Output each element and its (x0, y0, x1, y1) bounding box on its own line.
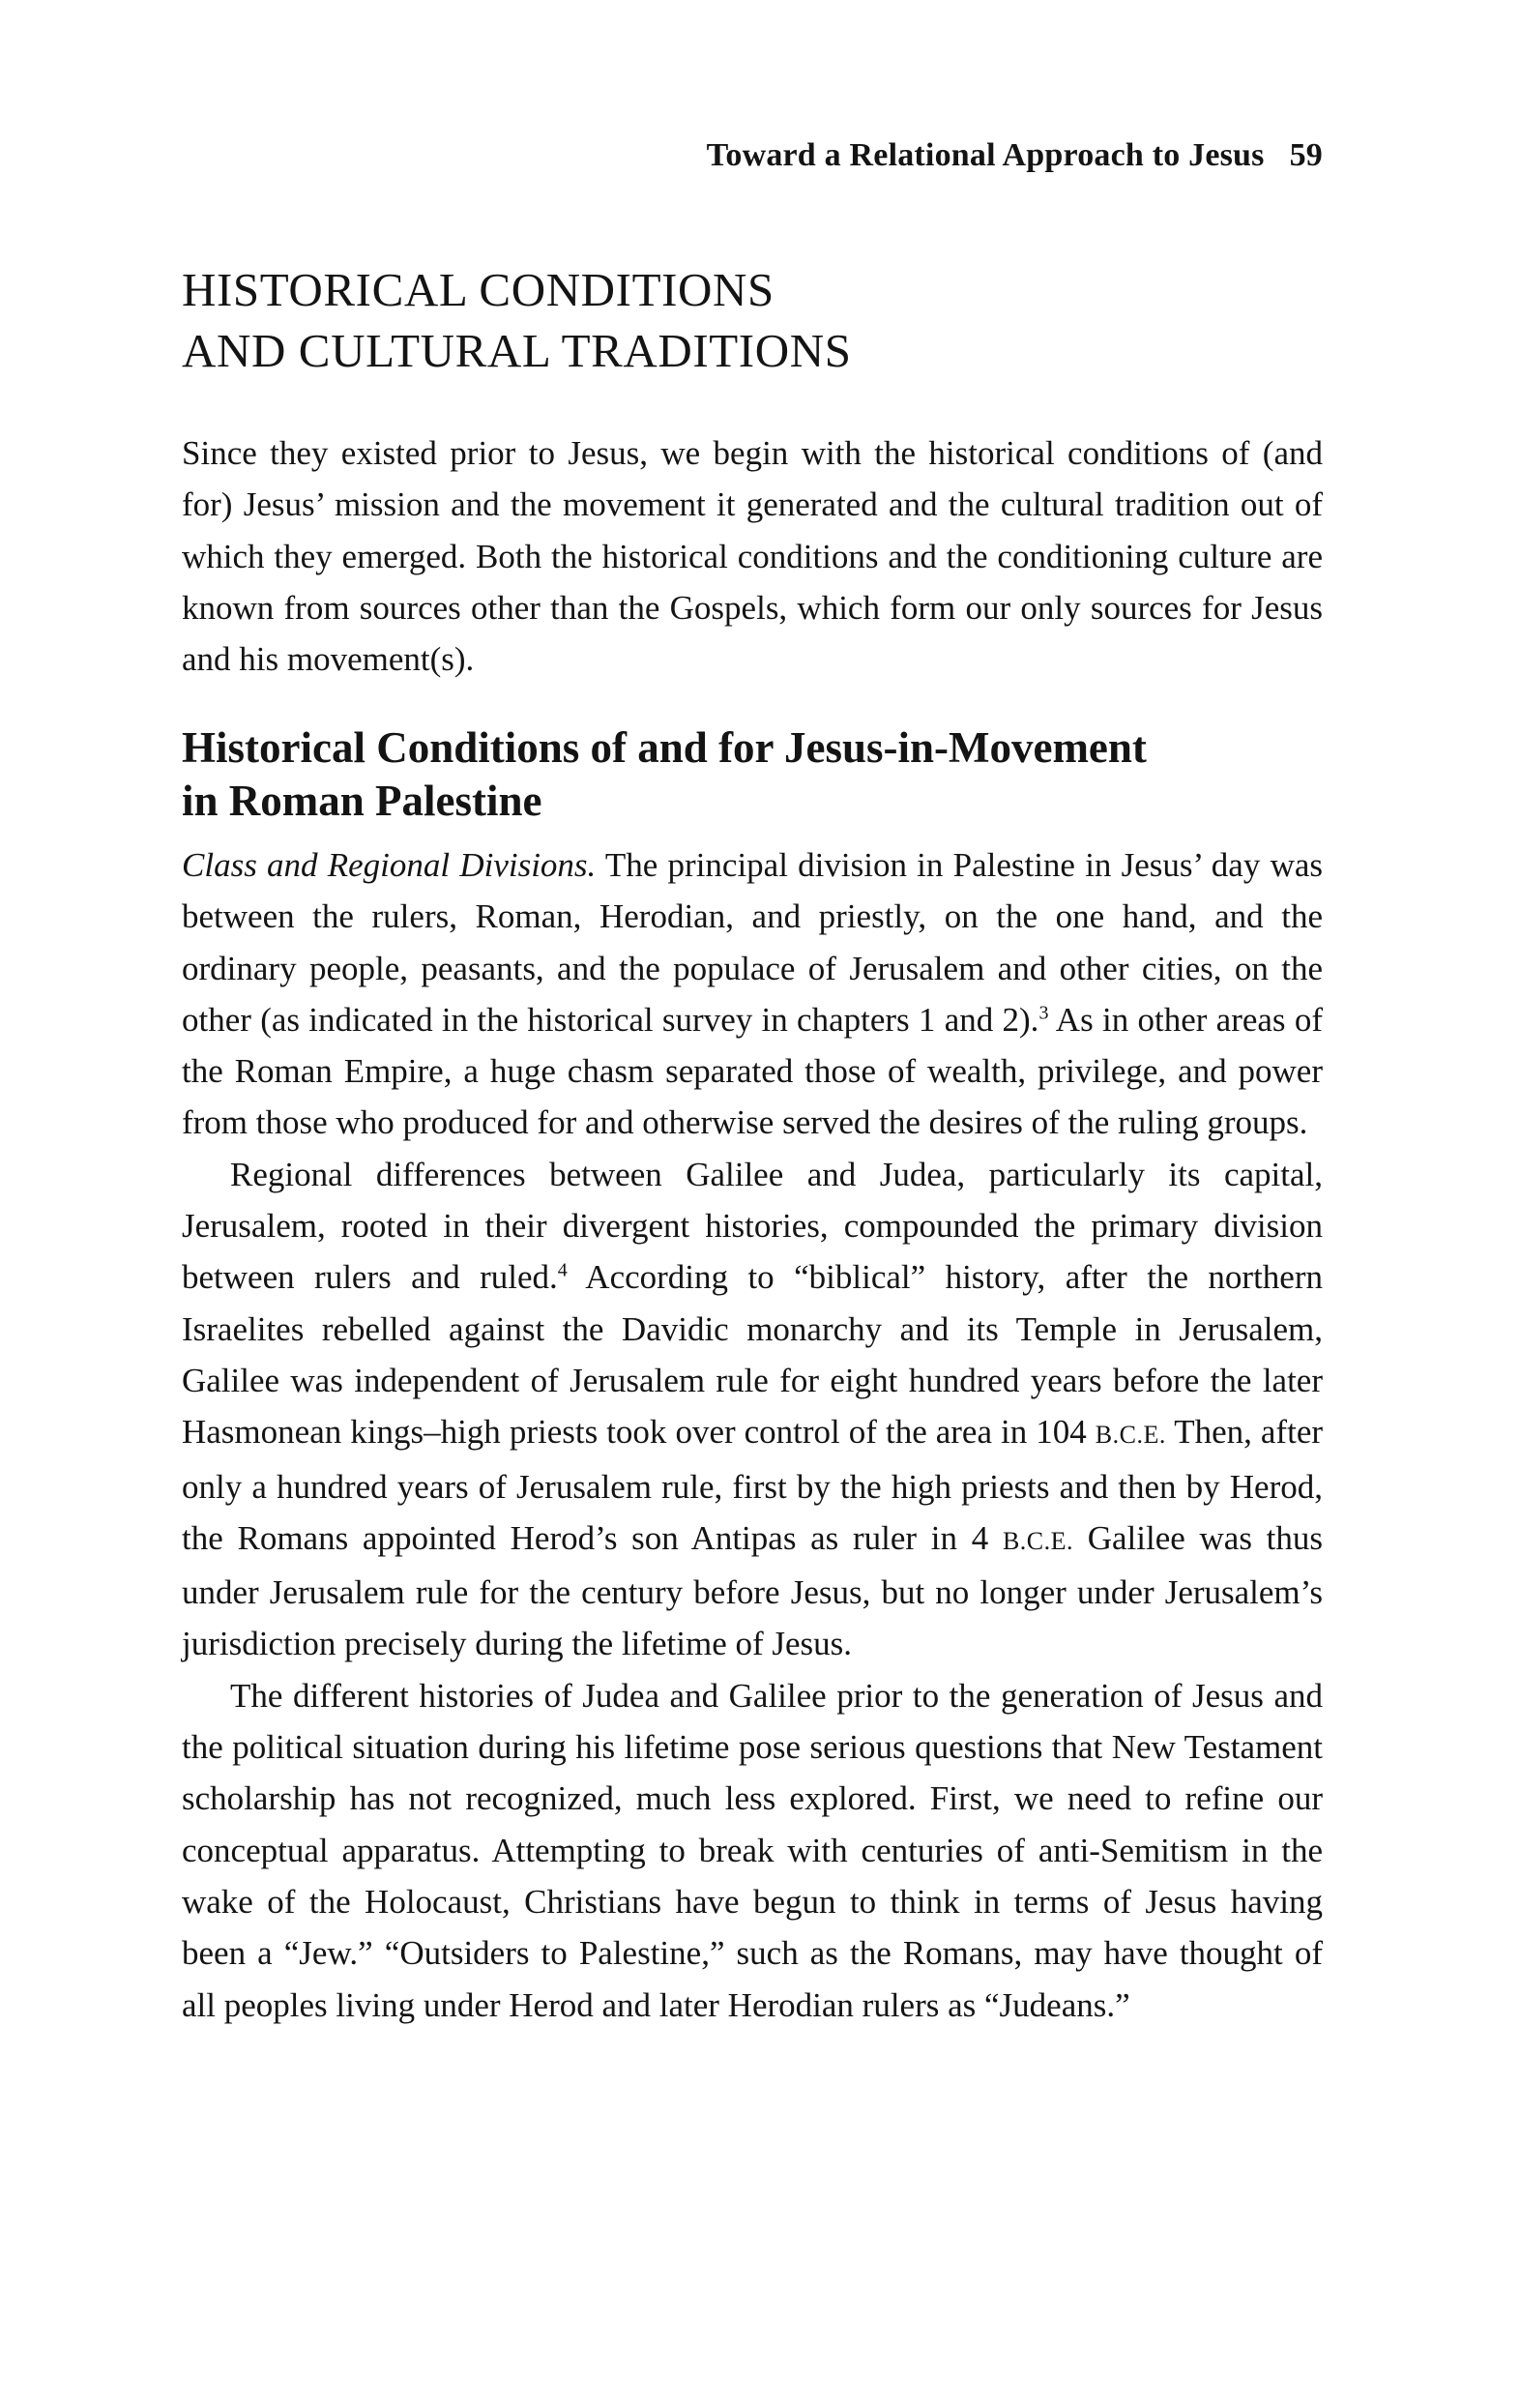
intro-paragraph: Since they existed prior to Jesus, we begin with the historical conditions of (and for) Jesus’ mission and the movement it generated and the cultural tradition out of which they emerged. Both the historical conditions and the conditioning culture are known from sources other than the Gospels, which form our only sources for Jesus and his movement(s). (182, 434, 1323, 679)
era-abbreviation: B.C.E. (1002, 1526, 1074, 1555)
chapter-heading-line-2: AND CULTURAL TRADITIONS (182, 324, 852, 377)
section-heading-line-1: Historical Conditions of and for Jesus-in-Movement (182, 723, 1147, 772)
intro-section (182, 427, 1323, 685)
section-heading (182, 721, 1147, 828)
footnote-marker-3: 3 (1038, 1002, 1049, 1024)
paragraph-regional-differences (182, 1149, 1323, 1670)
paragraph-1-text-a: The principal division in Palestine in Jesus’ day was between the rulers, Roman, Herodian, and priestly, on the one hand, and the ordinary people, peasants, and the populace of Jerusalem and other cities, on the other (as indicated in the historical survey in chapters 1 and 2). (182, 846, 1323, 1039)
page-number: 59 (1289, 137, 1323, 173)
paragraph-different-histories: The different histories of Judea and Galilee prior to the generation of Jesus and the political situation during his lifetime pose serious questions that New Testament scholarship has not recognized, much less explored. First, we need to refine our conceptual apparatus. Attempting to break with centuries of anti-Semitism in the wake of the Holocaust, Christians have begun to think in terms of Jesus having been a “Jew.” “Outsiders to Palestine,” such as the Romans, may have thought of all peoples living under Herod and later Herodian rulers as “Judeans.” (182, 1676, 1323, 2024)
era-abbreviation: B.C.E. (1095, 1421, 1166, 1450)
paragraph-2-text-d: Galilee was thus under Jerusalem rule for the century before Jesus, but no longer under Jerusalem’s jurisdiction precisely during the lifetime of Jesus. (182, 1518, 1323, 1663)
footnote-marker-4: 4 (557, 1259, 568, 1281)
chapter-heading (182, 259, 852, 381)
paragraph-2-text-c: Then, after only a hundred years of Jerusalem rule, first by the high priests and then by Herod, the Romans appointed Herod’s son Antipas as ruler in 4 (182, 1413, 1324, 1557)
run-in-head: Class and Regional Divisions. (182, 846, 597, 884)
paragraph-1-text-b: As in other areas of the Roman Empire, a huge chasm separated those of wealth, privilege, and power from those who produced for and otherwise served the desires of the ruling groups. (182, 1000, 1323, 1142)
body-text (182, 839, 1323, 2031)
running-head (707, 137, 1323, 174)
running-head-title: Toward a Relational Approach to Jesus (706, 137, 1265, 173)
book-page (182, 0, 1323, 2408)
paragraph-class-and-regional-divisions (182, 839, 1323, 1149)
chapter-heading-line-1: HISTORICAL CONDITIONS (182, 263, 775, 316)
section-heading-line-2: in Roman Palestine (182, 777, 542, 825)
paragraph-2-text-a: Regional differences between Galilee and Judea, particularly its capital, Jerusalem, rooted in their divergent histories, compounded the primary division between rulers and ruled. (182, 1155, 1323, 1297)
paragraph-2-text-b: According to “biblical” history, after the northern Israelites rebelled against the Davidic monarchy and its Temple in Jerusalem, Galilee was independent of Jerusalem rule for eight hundred years before the later Hasmonean kings–high priests took over control of the area in 104 (182, 1258, 1324, 1452)
